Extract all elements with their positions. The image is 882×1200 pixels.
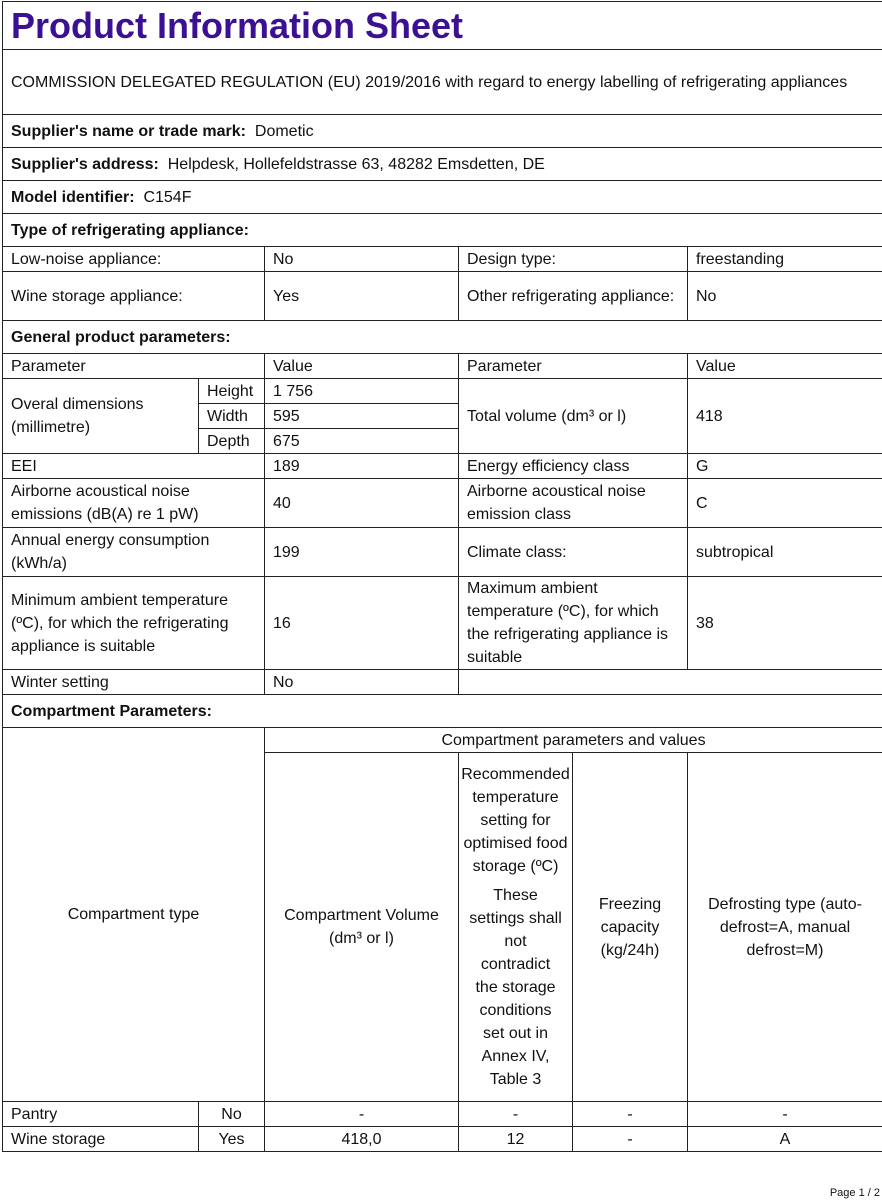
parameter-header-2: Parameter (459, 354, 688, 379)
height-value: 1 756 (265, 379, 459, 404)
regulation-text: COMMISSION DELEGATED REGULATION (EU) 2019/2016 with regard to energy labelling of refrigerating appliances (3, 50, 882, 115)
wine-storage-label: Wine storage appliance: (3, 272, 265, 321)
compartment-freezing: - (573, 1127, 688, 1152)
freezing-capacity-header: Freezing capacity (kg/24h) (573, 753, 688, 1102)
supplier-address-label: Supplier's address: (11, 155, 159, 173)
page-number: Page 1 / 2 (829, 1187, 880, 1199)
min-temperature-value: 16 (265, 577, 459, 670)
width-label: Width (199, 404, 265, 429)
max-temperature-value: 38 (688, 577, 882, 670)
compartment-type-header: Compartment type (3, 728, 265, 1102)
energy-class-label: Energy efficiency class (459, 454, 688, 479)
max-temperature-label: Maximum ambient temperature (ºC), for which the refrigerating appliance is suitable (459, 577, 688, 670)
compartment-parameters-heading: Compartment Parameters: (3, 695, 882, 728)
low-noise-label: Low-noise appliance: (3, 247, 265, 272)
climate-class-label: Climate class: (459, 528, 688, 577)
compartment-name: Wine storage (3, 1127, 199, 1152)
compartment-present: Yes (199, 1127, 265, 1152)
appliance-type-heading: Type of refrigerating appliance: (3, 214, 882, 247)
compartment-temperature: 12 (459, 1127, 573, 1152)
general-parameters-heading: General product parameters: (3, 321, 882, 354)
dimensions-label: Overal dimensions (millimetre) (3, 379, 199, 454)
annual-energy-value: 199 (265, 528, 459, 577)
design-type-value: freestanding (688, 247, 882, 272)
parameter-header: Parameter (3, 354, 265, 379)
total-volume-label: Total volume (dm³ or l) (459, 379, 688, 454)
low-noise-value: No (265, 247, 459, 272)
compartment-volume: 418,0 (265, 1127, 459, 1152)
other-appliance-label: Other refrigerating appliance: (459, 272, 688, 321)
wine-storage-value: Yes (265, 272, 459, 321)
compartment-volume: - (265, 1102, 459, 1127)
total-volume-value: 418 (688, 379, 882, 454)
compartment-temperature: - (459, 1102, 573, 1127)
other-appliance-value: No (688, 272, 882, 321)
model-identifier-label: Model identifier: (11, 188, 135, 206)
eei-label: EEI (3, 454, 265, 479)
page-title: Product Information Sheet (3, 2, 882, 50)
model-identifier-value: C154F (143, 188, 192, 206)
noise-class-value: C (688, 479, 882, 528)
supplier-name-value: Dometic (254, 122, 314, 140)
supplier-name-row (3, 115, 882, 148)
table-row (3, 1127, 882, 1152)
winter-setting-value: No (265, 670, 459, 695)
model-identifier-row (3, 181, 882, 214)
eei-value: 189 (265, 454, 459, 479)
design-type-label: Design type: (459, 247, 688, 272)
supplier-address-value: Helpdesk, Hollefeldstrasse 63, 48282 Emsdetten, DE (167, 155, 545, 173)
supplier-name-label: Supplier's name or trade mark: (11, 122, 246, 140)
annual-energy-label: Annual energy consumption (kWh/a) (3, 528, 265, 577)
temperature-note-text: These settings shall not contradict the storage conditions set out in Annex IV, Table 3 (469, 887, 562, 1088)
depth-label: Depth (199, 429, 265, 454)
noise-emissions-value: 40 (265, 479, 459, 528)
compartment-volume-header: Compartment Volume (dm³ or l) (265, 753, 459, 1102)
depth-value: 675 (265, 429, 459, 454)
compartment-present: No (199, 1102, 265, 1127)
product-information-table (2, 1, 882, 1152)
min-temperature-label: Minimum ambient temperature (ºC), for which the refrigerating appliance is suitable (3, 577, 265, 670)
climate-class-value: subtropical (688, 528, 882, 577)
supplier-address-row (3, 148, 882, 181)
value-header-2: Value (688, 354, 882, 379)
table-row (3, 1102, 882, 1127)
compartment-freezing: - (573, 1102, 688, 1127)
compartment-defrost: A (688, 1127, 882, 1152)
width-value: 595 (265, 404, 459, 429)
value-header: Value (265, 354, 459, 379)
recommended-temperature-text: Recommended temperature setting for optimised food storage (ºC) (461, 766, 570, 875)
compartment-defrost: - (688, 1102, 882, 1127)
energy-class-value: G (688, 454, 882, 479)
compartment-group-header: Compartment parameters and values (265, 728, 882, 753)
recommended-temperature-header (459, 753, 573, 1102)
empty-cell (459, 670, 882, 695)
noise-emissions-label: Airborne acoustical noise emissions (dB(A) re 1 pW) (3, 479, 265, 528)
winter-setting-label: Winter setting (3, 670, 265, 695)
defrosting-type-header: Defrosting type (auto-defrost=A, manual defrost=M) (688, 753, 882, 1102)
noise-class-label: Airborne acoustical noise emission class (459, 479, 688, 528)
height-label: Height (199, 379, 265, 404)
compartment-name: Pantry (3, 1102, 199, 1127)
